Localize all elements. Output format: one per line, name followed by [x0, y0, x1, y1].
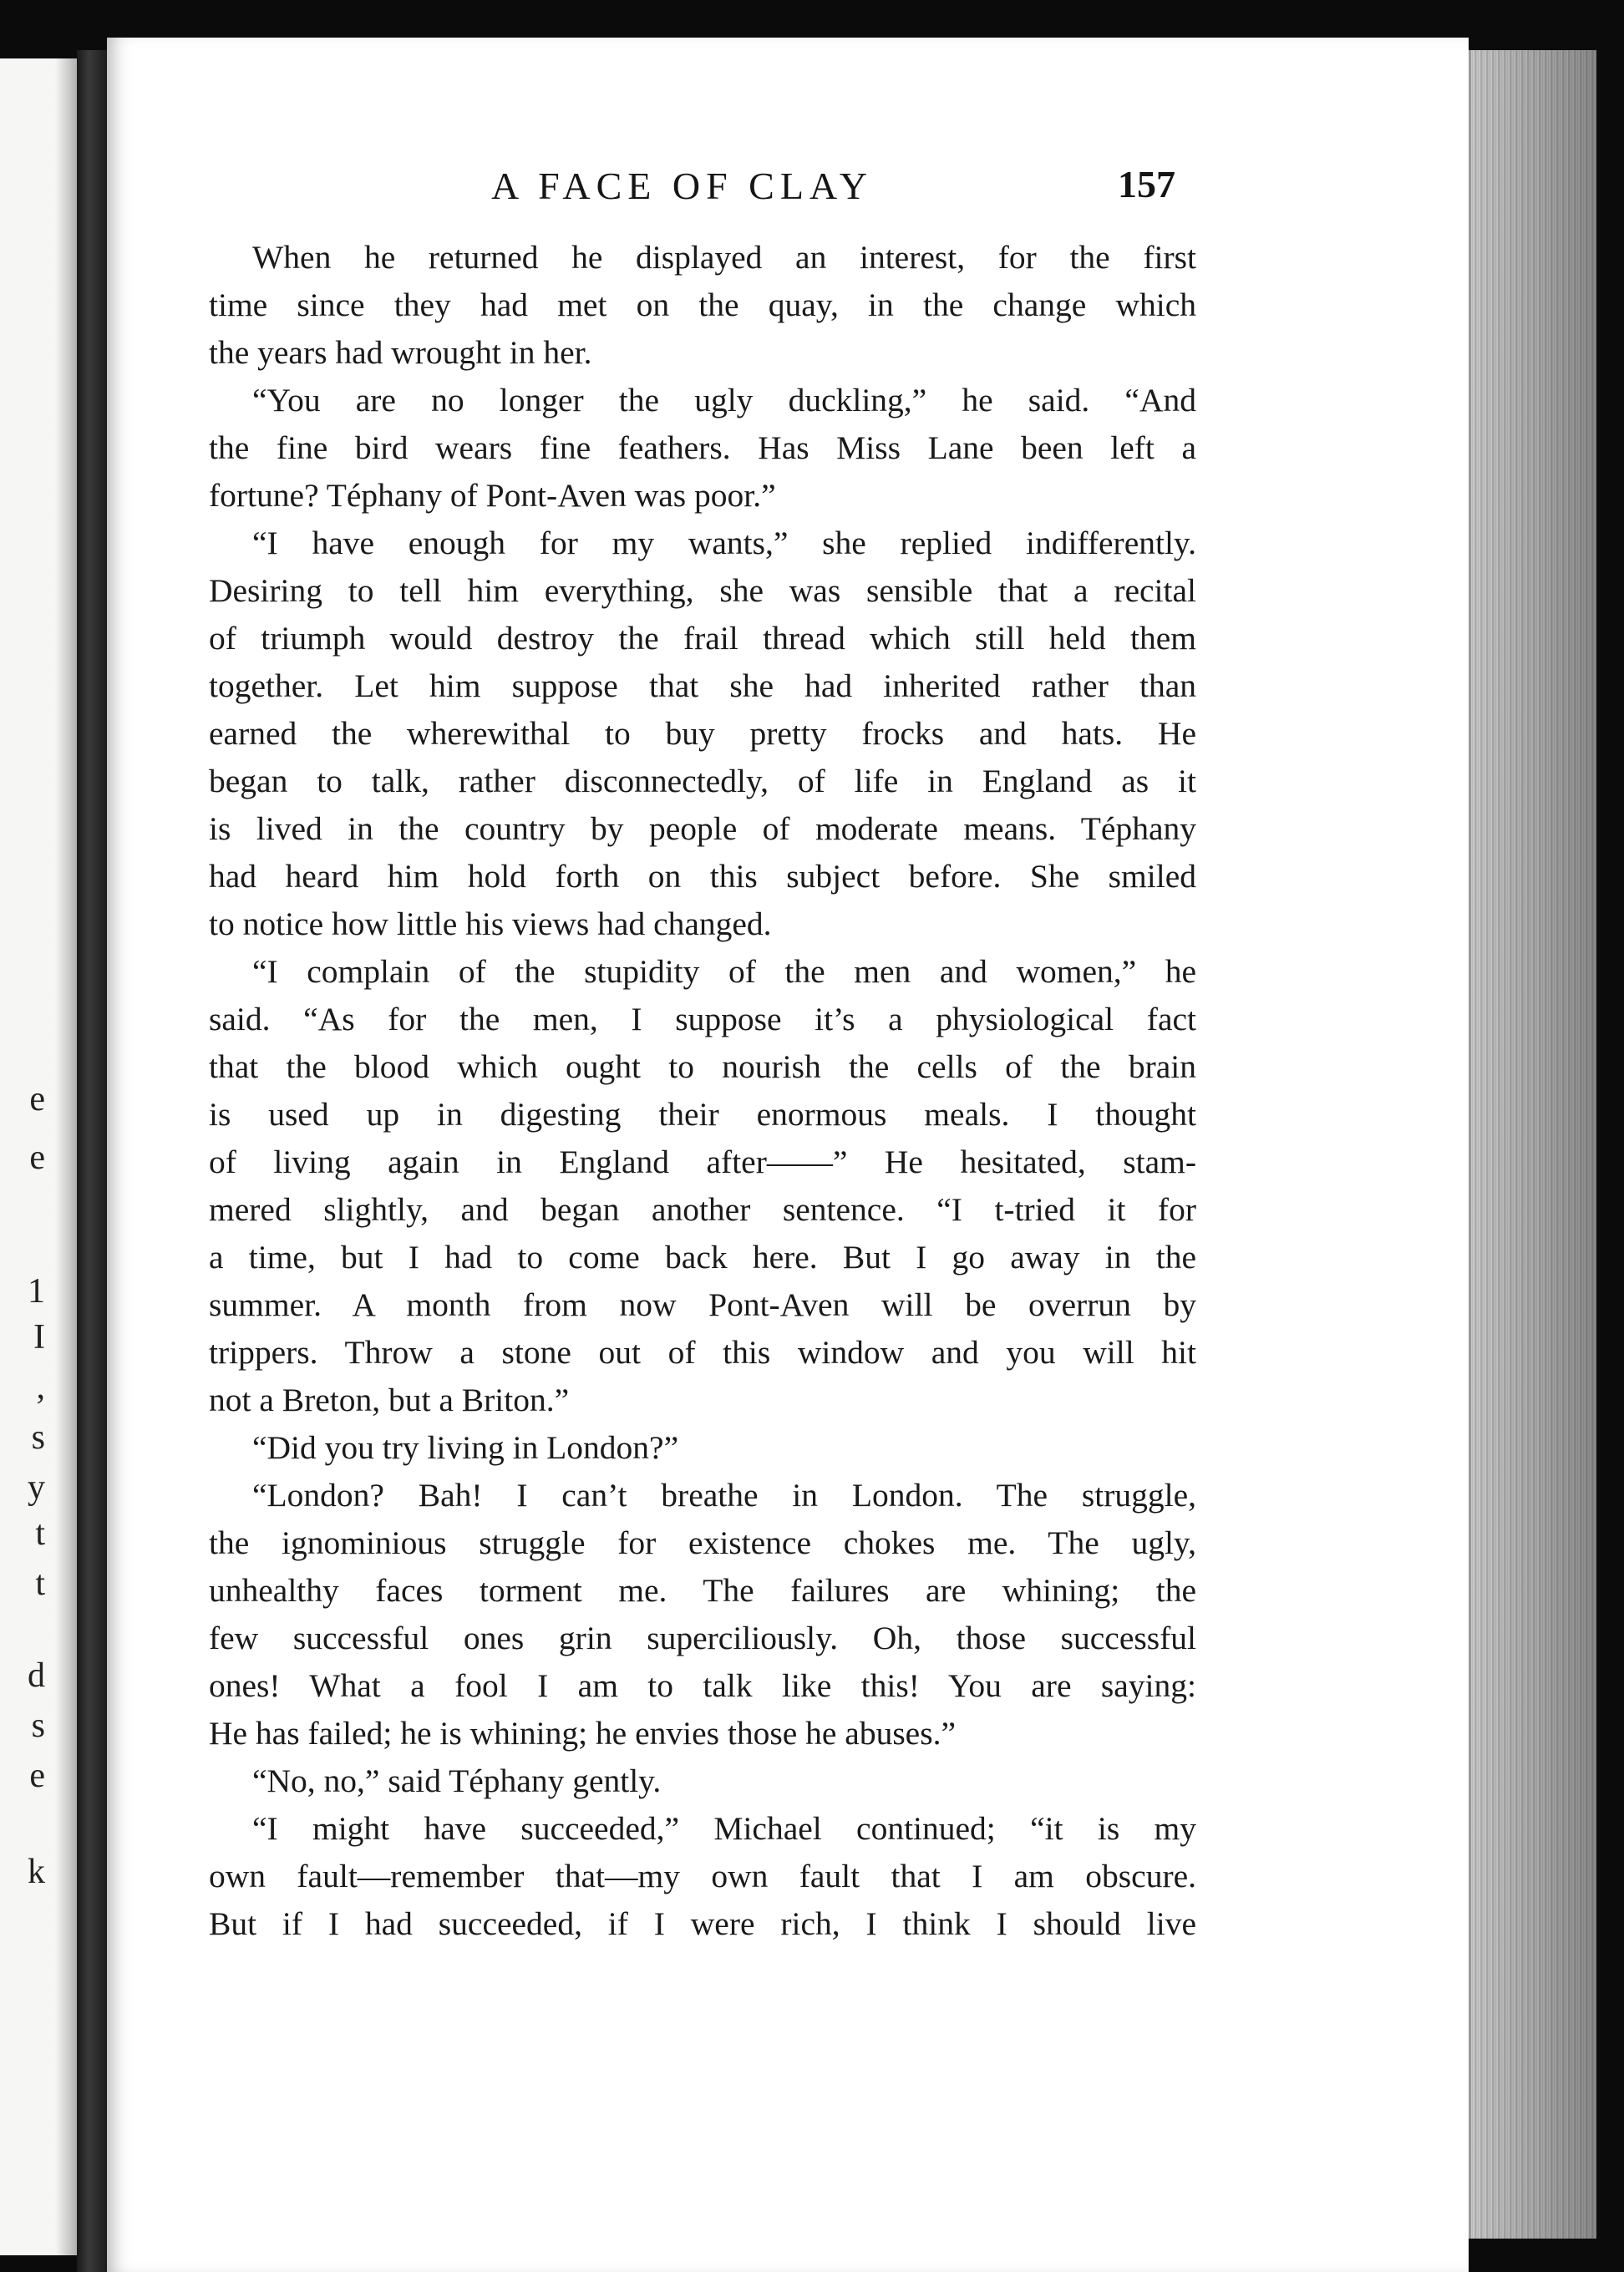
gutter-shadow [55, 58, 77, 2255]
text-line: mered slightly, and began another sentence. “I t-tried it for [209, 1191, 1196, 1228]
text-line: to notice how little his views had changed. [209, 905, 772, 942]
fragment: , [36, 1368, 45, 1407]
text-line: said. “As for the men, I suppose it’s a physiological fact [209, 1001, 1196, 1037]
previous-page-edge [0, 58, 79, 2255]
text-line: “London? Bah! I can’t breathe in London. The struggle, [252, 1477, 1196, 1514]
fragment: t [35, 1565, 45, 1603]
text-line: earned the wherewithal to buy pretty frocks and hats. He [209, 715, 1196, 752]
fragment: d [28, 1656, 45, 1695]
text-line: that the blood which ought to nourish the cells of the brain [209, 1048, 1196, 1085]
fragment: e [29, 1139, 45, 1177]
text-line: But if I had succeeded, if I were rich, I think I should live [209, 1905, 1196, 1942]
text-line: Desiring to tell him everything, she was sensible that a recital [209, 572, 1196, 609]
text-line: When he returned he displayed an interest, for the first [252, 239, 1196, 276]
text-line: fortune? Téphany of Pont-Aven was poor.” [209, 477, 776, 514]
running-title: A FACE OF CLAY [491, 165, 874, 207]
text-line: “I have enough for my wants,” she replied indifferently. [252, 525, 1196, 561]
text-line: He has failed; he is whining; he envies those he abuses.” [209, 1715, 956, 1752]
text-line: had heard him hold forth on this subject before. She smiled [209, 858, 1196, 895]
text-line: “I might have succeeded,” Michael continued; “it is my [252, 1810, 1196, 1847]
book-spine [77, 50, 107, 2272]
text-line: of living again in England after——” He hesitated, stam- [209, 1144, 1196, 1180]
text-line: few successful ones grin superciliously. Oh, those successful [209, 1620, 1196, 1656]
fragment: s [31, 1418, 45, 1457]
text-line: the fine bird wears fine feathers. Has Miss Lane been left a [209, 429, 1196, 466]
running-head [107, 164, 1469, 214]
text-line: together. Let him suppose that she had inherited rather than [209, 667, 1196, 704]
text-line: the years had wrought in her. [209, 334, 592, 371]
text-line: summer. A month from now Pont-Aven will be overrun by [209, 1286, 1196, 1323]
text-line: ones! What a fool I am to talk like this! You are saying: [209, 1667, 1196, 1704]
text-line: “No, no,” said Téphany gently. [252, 1762, 662, 1799]
page-edges-shade [1471, 50, 1596, 2239]
fragment: I [33, 1318, 45, 1357]
text-line: time since they had met on the quay, in the change which [209, 287, 1196, 323]
text-line: a time, but I had to come back here. But I go away in the [209, 1239, 1196, 1275]
page-edges [1469, 50, 1596, 2239]
fragment: k [28, 1853, 45, 1891]
page-number: 157 [1118, 163, 1175, 205]
text-line: not a Breton, but a Briton.” [209, 1382, 570, 1418]
fragment: y [28, 1468, 45, 1507]
text-line: trippers. Throw a stone out of this window and you will hit [209, 1334, 1196, 1371]
fragment: t [35, 1514, 45, 1553]
text-line: of triumph would destroy the frail thread which still held them [209, 620, 1196, 657]
text-line: began to talk, rather disconnectedly, of life in England as it [209, 763, 1196, 799]
fragment: 1 [28, 1272, 45, 1311]
text-line: “Did you try living in London?” [252, 1429, 679, 1466]
text-line: is lived in the country by people of moderate means. Téphany [209, 810, 1196, 847]
fragment: e [29, 1080, 45, 1118]
fragment: e [29, 1757, 45, 1795]
text-line: the ignominious struggle for existence chokes me. The ugly, [209, 1524, 1196, 1561]
text-line: own fault—remember that—my own fault that I am obscure. [209, 1858, 1196, 1894]
fragment: s [31, 1707, 45, 1745]
previous-page-fragments [12, 58, 45, 2255]
text-line: “I complain of the stupidity of the men and women,” he [252, 953, 1196, 990]
body-text [209, 234, 1196, 1948]
text-line: is used up in digesting their enormous meals. I thought [209, 1096, 1196, 1133]
text-line: unhealthy faces torment me. The failures are whining; the [209, 1572, 1196, 1609]
text-line: “You are no longer the ugly duckling,” he said. “And [252, 382, 1196, 418]
